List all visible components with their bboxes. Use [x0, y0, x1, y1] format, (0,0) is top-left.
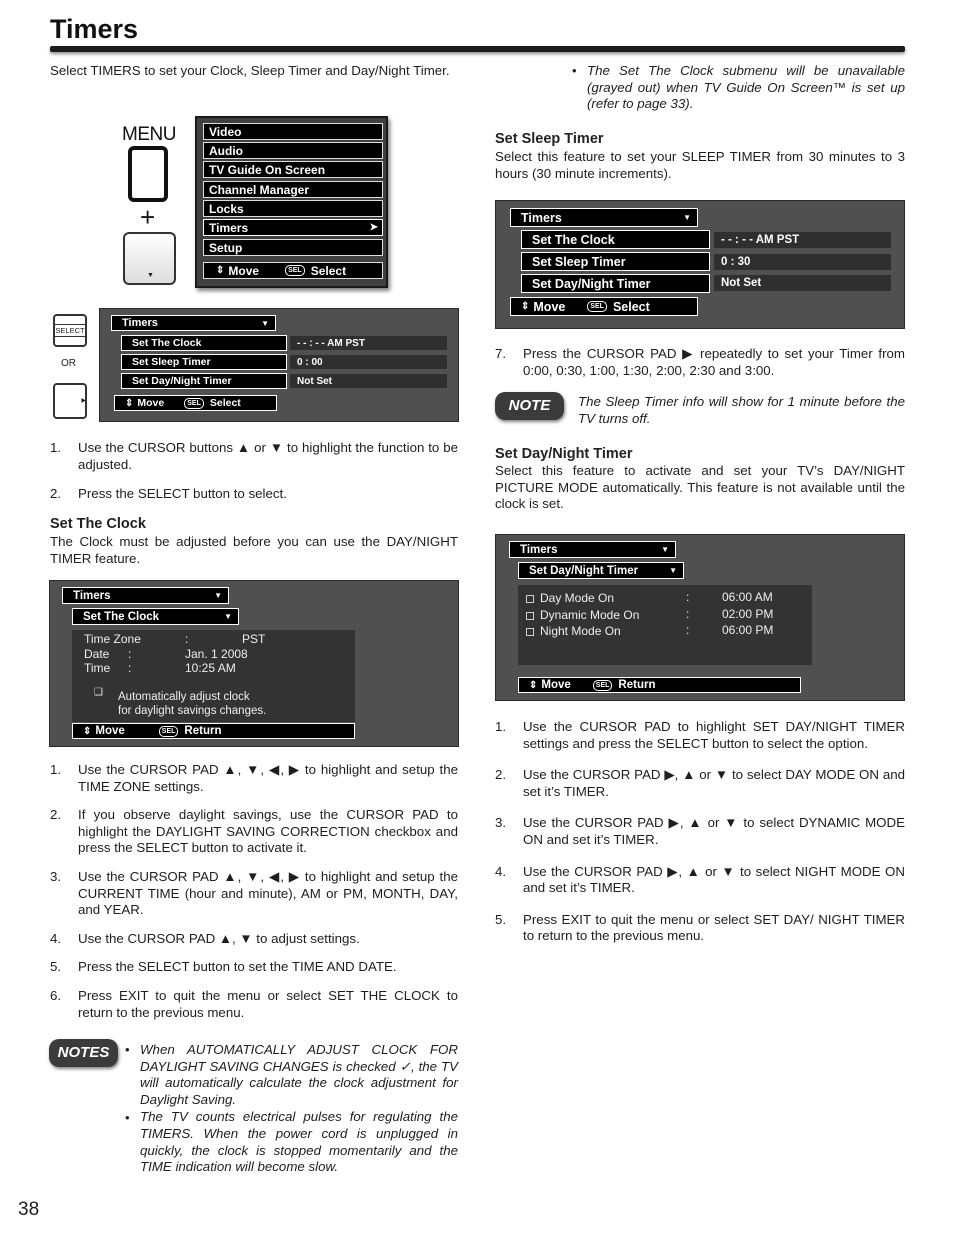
main-menu — [195, 116, 388, 288]
sleep-menu-panel — [495, 200, 905, 329]
plus-icon: + — [140, 202, 156, 232]
menu-footer — [114, 395, 277, 411]
timers-header[interactable] — [62, 587, 229, 604]
menu-set-the-clock[interactable]: Set The Clock — [121, 335, 287, 351]
title-rule — [50, 46, 905, 52]
menu-set-day-night-timer[interactable]: Set Day/Night Timer — [521, 274, 710, 293]
list-item — [50, 869, 458, 919]
list-item — [50, 486, 458, 503]
daynight-steps — [495, 719, 905, 945]
sleep-text: Select this feature to set your SLEEP TIMER from 30 minutes to 3 hours (30 minute increments). — [495, 149, 905, 181]
sleep-heading: Set Sleep Timer — [495, 131, 604, 147]
dynamic-mode-row[interactable] — [526, 608, 639, 622]
menu-footer — [510, 297, 698, 316]
select-button-icon — [53, 314, 87, 347]
date-value[interactable]: Jan. 1 2008 — [185, 647, 248, 661]
step-text: Use the CURSOR PAD ▲, ▼ to adjust settings. — [78, 930, 360, 946]
intro-text: Select TIMERS to set your Clock, Sleep Timer and Day/Night Timer. — [50, 63, 450, 78]
step-text: Use the CURSOR buttons ▲ or ▼ to highlight the function to be adjusted. — [78, 440, 458, 472]
list-item — [50, 988, 458, 1021]
timers-header[interactable] — [111, 315, 276, 331]
menu-set-day-night-timer[interactable]: Set Day/Night Timer — [121, 373, 287, 389]
colon: : — [686, 623, 690, 637]
move-arrows-icon: ⇕ — [529, 679, 538, 691]
sel-icon: SEL — [593, 680, 613, 691]
note-item: The TV counts electrical pulses for regulating the TIMERS. When the power cord is unplugged in quickly, the clock is stopped momentarily and the TIME indication will become slow. — [140, 1109, 458, 1175]
step-number: 3. — [495, 815, 507, 831]
menu-item-timers[interactable] — [203, 219, 383, 236]
step-number: 5. — [495, 911, 507, 927]
daynight-value: Not Set — [290, 374, 447, 388]
move-arrows-icon: ⇕ — [216, 265, 225, 276]
move-label: Move — [137, 397, 165, 409]
notes-badge: NOTES — [49, 1039, 118, 1067]
menu-button-icon — [128, 146, 168, 202]
clock-unavailable-note: The Set The Clock submenu will be unavailable (grayed out) when TV Guide On Screen™ is set up (refer to page 33). — [587, 63, 905, 112]
select-label: Select — [209, 397, 241, 409]
date-label: Date — [84, 647, 110, 661]
daynight-settings-box — [518, 585, 812, 665]
timers-header-label: Timers — [521, 210, 562, 225]
step-text: Press EXIT to quit the menu or select SET DAY/ NIGHT TIMER to return to the previous menu. — [523, 911, 905, 944]
timers-steps — [50, 440, 458, 503]
dropdown-icon: ▼ — [669, 566, 677, 575]
step-number: 6. — [50, 987, 62, 1003]
list-item — [495, 864, 905, 897]
daynight-heading: Set Day/Night Timer — [495, 446, 633, 462]
step-text: Use the CURSOR PAD to highlight SET DAY/NIGHT TIMER settings and press the SELECT button to select the option. — [523, 719, 905, 751]
daynight-menu-panel — [495, 534, 905, 701]
menu-set-sleep-timer[interactable]: Set Sleep Timer — [121, 354, 287, 370]
move-label: Move — [533, 299, 566, 314]
list-item — [50, 931, 458, 948]
dst-label-line1: Automatically adjust clock — [118, 691, 250, 703]
move-arrows-icon: ⇕ — [521, 301, 530, 312]
menu-set-the-clock[interactable]: Set The Clock — [521, 230, 710, 249]
bullet: • — [125, 1042, 130, 1057]
select-label: Select — [310, 263, 347, 278]
step-number: 2. — [50, 807, 62, 823]
day-mode-label: Day Mode On — [540, 591, 615, 605]
return-label: Return — [618, 679, 656, 691]
night-mode-row[interactable] — [526, 624, 621, 638]
list-item — [50, 959, 458, 976]
menu-item-tv-guide[interactable]: TV Guide On Screen — [203, 161, 383, 178]
time-value[interactable]: 10:25 AM — [185, 661, 236, 675]
timers-header-label: Timers — [520, 543, 558, 556]
dropdown-icon: ▼ — [214, 591, 222, 600]
step-text: Press EXIT to quit the menu or select SET THE CLOCK to return to the previous menu. — [78, 987, 458, 1020]
timezone-value[interactable]: PST — [242, 632, 266, 646]
sleep-steps — [495, 346, 905, 379]
dst-checkbox[interactable]: ❑ — [94, 687, 103, 698]
chevron-right-icon: ➤ — [369, 222, 378, 233]
return-label: Return — [184, 725, 222, 737]
timers-header[interactable] — [510, 208, 698, 227]
night-mode-label: Night Mode On — [540, 624, 621, 638]
notes-list — [125, 1042, 458, 1176]
step-number: 7. — [495, 346, 507, 361]
clock-value: - - : - - AM PST — [714, 232, 891, 248]
colon: : — [686, 607, 690, 621]
list-item — [495, 346, 905, 379]
cursor-pad-icon — [123, 232, 176, 285]
sleep-note-text: The Sleep Timer info will show for 1 minute before the TV turns off. — [578, 394, 905, 426]
bullet: • — [125, 1110, 130, 1125]
set-clock-sub-header[interactable] — [72, 608, 239, 625]
sel-icon: SEL — [285, 265, 305, 276]
step-text: Use the CURSOR PAD ▶, ▲ or ▼ to select DAY MODE ON and set it’s TIMER. — [523, 767, 905, 799]
note-item: When AUTOMATICALLY ADJUST CLOCK FOR DAYLIGHT SAVING CHANGES is checked ✓, the TV will automatically calculate the clock adjustment for Daylight Saving. — [140, 1042, 458, 1107]
step-number: 1. — [495, 719, 507, 734]
timers-header-label: Timers — [73, 589, 111, 602]
dropdown-icon: ▼ — [661, 545, 669, 554]
menu-item-video[interactable]: Video — [203, 123, 383, 140]
cursor-right-icon — [53, 383, 87, 419]
move-label: Move — [228, 263, 260, 278]
note-badge: NOTE — [495, 392, 564, 420]
bullet: • — [572, 63, 577, 78]
list-item — [495, 767, 905, 800]
checkbox-icon[interactable] — [526, 612, 534, 620]
daynight-sub-header[interactable] — [518, 562, 684, 579]
colon: : — [128, 647, 132, 661]
dropdown-icon: ▼ — [261, 318, 269, 328]
dropdown-icon: ▼ — [224, 612, 232, 621]
dynamic-mode-label: Dynamic Mode On — [540, 608, 640, 622]
set-clock-steps — [50, 762, 458, 1021]
timers-header-label: Timers — [122, 317, 158, 329]
step-text: Use the CURSOR PAD ▲, ▼, ◀, ▶ to highlight and setup the CURRENT TIME (hour and minute), AM or PM, MONTH, DAY, and YEAR. — [78, 868, 458, 918]
step-text: Press the CURSOR PAD ▶ repeatedly to set your Timer from 0:00, 0:30, 1:00, 1:30, 2:00, 2:30 and 3:00. — [523, 346, 905, 378]
day-mode-value[interactable]: 06:00 AM — [722, 590, 773, 604]
step-number: 5. — [50, 959, 62, 975]
menu-footer — [203, 262, 383, 279]
menu-footer — [72, 723, 355, 739]
step-text: Use the CURSOR PAD ▶, ▲ or ▼ to select NIGHT MODE ON and set it’s TIMER. — [523, 863, 905, 896]
menu-item-timers-label: Timers — [209, 220, 249, 235]
list-item — [50, 762, 458, 795]
move-label: Move — [95, 725, 125, 737]
select-button-label: SELECT — [55, 326, 85, 335]
day-mode-row[interactable] — [526, 591, 614, 605]
sel-icon: SEL — [159, 726, 179, 737]
step-text: Use the CURSOR PAD ▲, ▼, ◀, ▶ to highlight and setup the TIME ZONE settings. — [78, 762, 458, 794]
set-clock-text: The Clock must be adjusted before you can use the DAY/NIGHT TIMER feature. — [50, 534, 458, 566]
checkbox-icon[interactable] — [526, 628, 534, 636]
night-mode-value[interactable]: 06:00 PM — [722, 623, 774, 637]
sub-header-label: Set Day/Night Timer — [529, 564, 639, 577]
step-number: 2. — [495, 767, 507, 783]
arrow-down-icon: ▼ — [147, 272, 154, 279]
move-label: Move — [541, 679, 571, 691]
menu-set-sleep-timer[interactable]: Set Sleep Timer — [521, 252, 710, 271]
menu-item-channel-manager[interactable]: Channel Manager — [203, 181, 383, 198]
step-text: Press the SELECT button to select. — [78, 486, 287, 502]
colon: : — [128, 661, 132, 675]
set-clock-heading: Set The Clock — [50, 516, 146, 532]
sub-header-label: Set The Clock — [83, 610, 160, 623]
checkbox-icon[interactable] — [526, 595, 534, 603]
step-text: If you observe daylight savings, use the CURSOR PAD to highlight the DAYLIGHT SAVING CORRECTION checkbox and press the SELECT button to activate it. — [78, 807, 458, 856]
dynamic-mode-value[interactable]: 02:00 PM — [722, 607, 774, 621]
step-number: 1. — [50, 440, 62, 455]
step-number: 2. — [50, 486, 62, 502]
move-arrows-icon: ⇕ — [125, 397, 134, 409]
menu-item-locks[interactable]: Locks — [203, 200, 383, 217]
menu-item-audio[interactable]: Audio — [203, 142, 383, 159]
timers-header[interactable] — [509, 541, 676, 558]
set-clock-panel — [49, 580, 459, 747]
timers-menu-panel — [99, 308, 459, 422]
colon: : — [686, 590, 690, 604]
list-item — [50, 440, 458, 473]
step-number: 1. — [50, 762, 62, 777]
arrow-right-icon: ▶ — [81, 398, 86, 404]
timezone-label: Time Zone — [84, 632, 141, 646]
colon: : — [185, 632, 189, 646]
time-label: Time — [84, 661, 111, 675]
sel-icon: SEL — [587, 301, 607, 312]
menu-footer — [518, 677, 801, 693]
clock-settings-box — [72, 630, 355, 722]
list-item — [495, 719, 905, 752]
select-label: Select — [612, 299, 650, 314]
menu-item-setup[interactable]: Setup — [203, 239, 383, 256]
dst-label-line2: for daylight savings changes. — [118, 705, 267, 717]
page-number: 38 — [18, 1199, 40, 1220]
list-item — [495, 815, 905, 848]
step-text: Press the SELECT button to set the TIME AND DATE. — [78, 959, 397, 975]
step-text: Use the CURSOR PAD ▶, ▲ or ▼ to select DYNAMIC MODE ON and set it’s TIMER. — [523, 815, 905, 847]
menu-label: MENU — [122, 124, 176, 145]
sleep-value: 0 : 00 — [290, 355, 447, 369]
step-number: 4. — [495, 863, 507, 879]
dropdown-icon: ▼ — [683, 213, 691, 222]
step-number: 3. — [50, 868, 62, 884]
sleep-value: 0 : 30 — [714, 254, 891, 270]
or-label: OR — [61, 358, 76, 369]
clock-value: - - : - - AM PST — [290, 336, 447, 350]
move-arrows-icon: ⇕ — [83, 725, 92, 737]
daynight-value: Not Set — [714, 275, 891, 291]
list-item — [495, 912, 905, 945]
page-title: Timers — [50, 14, 139, 44]
list-item — [50, 807, 458, 857]
sel-icon: SEL — [184, 398, 204, 409]
daynight-text: Select this feature to activate and set your TV’s DAY/NIGHT PICTURE MODE automatically. This feature is not available until the clock is set. — [495, 463, 905, 512]
step-number: 4. — [50, 930, 62, 946]
